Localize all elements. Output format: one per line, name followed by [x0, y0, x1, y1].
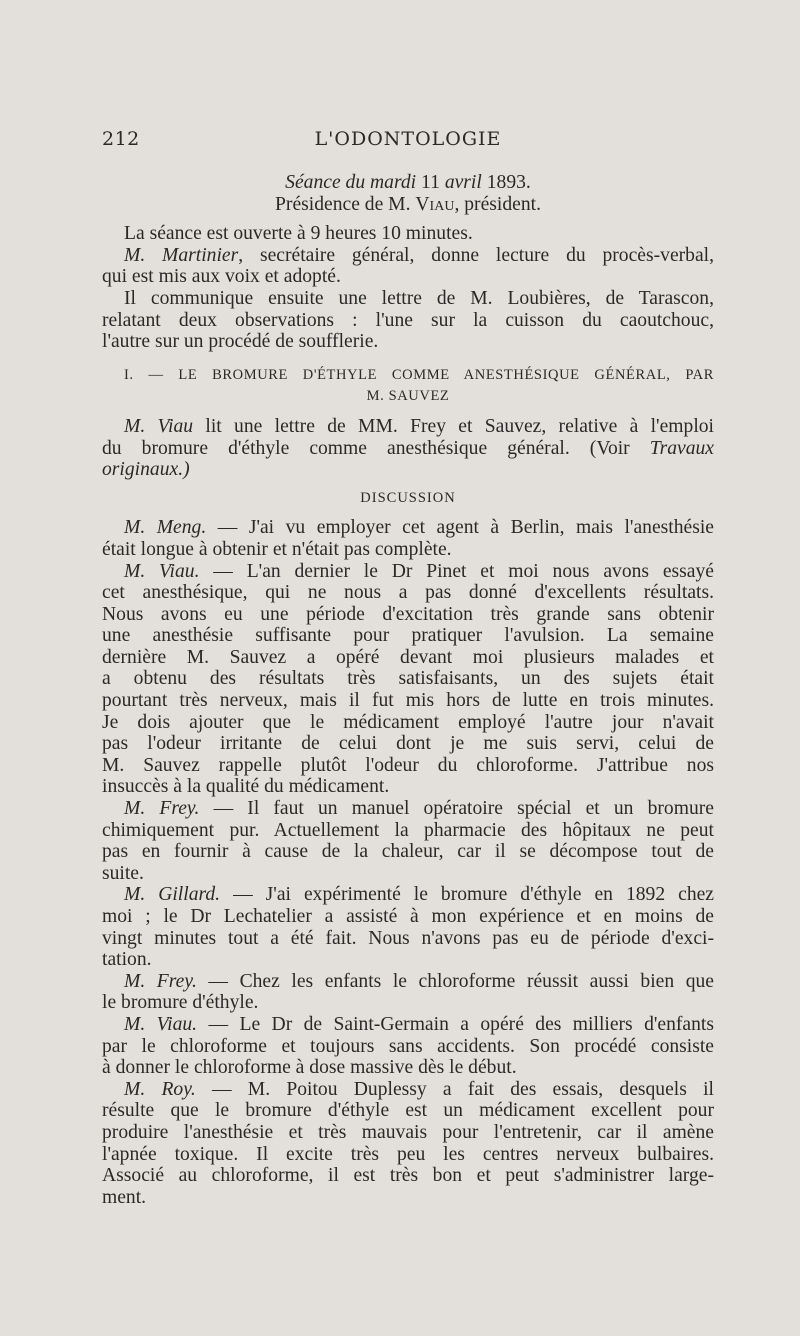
discussion-paragraph — [102, 1014, 714, 1079]
paragraph-line: tation. — [102, 949, 152, 971]
paragraph-first-line — [102, 517, 714, 539]
line-text: — M. Poitou Duplessy a fait des essais, desquels il — [195, 1078, 714, 1100]
speaker-name: M. Gillard. — [124, 884, 221, 906]
paragraph-line: vingt minutes tout a été fait. Nous n'avons pas eu de période d'exci- — [102, 927, 714, 949]
line-text: — Le Dr de Saint-Germain a opéré des milliers d'enfants — [197, 1013, 714, 1035]
paragraph-first-line — [102, 1014, 714, 1036]
paragraph-line: pourtant très nerveux, mais il fut mis hors de lutte en trois minutes. — [102, 690, 714, 712]
speaker-name: M. Meng. — [124, 517, 207, 539]
paragraph-first-line — [102, 561, 714, 583]
speaker-name: M. Frey. — [124, 970, 197, 992]
line-text: — J'ai vu employer cet agent à Berlin, mais l'anesthésie — [206, 517, 714, 539]
speaker-name: M. Roy. — [124, 1078, 196, 1100]
speaker-name: M. Viau. — [124, 560, 200, 582]
paragraph-line: l'apnée toxique. Il excite très peu les centres nerveux bulbaires. — [102, 1143, 714, 1165]
paragraph-line: chimiquement pur. Actuellement la pharmacie des hôpitaux ne peut — [102, 819, 714, 841]
line-text: — Chez les enfants le chloroforme réussit aussi bien que — [196, 970, 714, 992]
paragraph-line: ment. — [102, 1186, 147, 1208]
page-body — [102, 172, 714, 1208]
line-text: — L'an dernier le Dr Pinet et moi nous avons essayé — [199, 560, 714, 582]
paragraph-line: Nous avons eu une période d'excitation très grande sans obtenir — [102, 603, 714, 625]
session-date: Séance du mardi 11 avril 1893. — [285, 172, 531, 193]
paragraph-line: a obtenu des résultats très satisfaisants, un des sujets était — [102, 668, 714, 690]
section-heading: I. — LE BROMURE D'ÉTHYLE COMME ANESTHÉSIQUE GÉNÉRAL, PAR M. SAUVEZ — [124, 366, 714, 405]
discussion-title: DISCUSSION — [360, 489, 456, 506]
speaker-name: M. Viau. — [124, 1013, 198, 1035]
discussion-paragraph — [102, 517, 714, 560]
paragraph-line: à donner le chloroforme à dose massive dès le début. — [102, 1057, 517, 1079]
paragraph-line: insuccès à la qualité du médicament. — [102, 776, 390, 798]
paragraph-line: était longue à obtenir et n'était pas complète. — [102, 538, 452, 560]
session-presidence: Présidence de M. Viau, président. — [275, 193, 541, 215]
line-text: — Il faut un manuel opératoire spécial et un bromure — [199, 798, 714, 820]
paragraph-line: pas l'odeur irritante de celui dont je me suis servi, celui de — [102, 733, 714, 755]
discussion-paragraph — [102, 561, 714, 799]
paragraph-first-line — [102, 971, 714, 993]
paragraph-line: une anesthésie suffisante pour pratiquer l'avulsion. La semaine — [102, 625, 714, 647]
paragraph-line: suite. — [102, 862, 144, 884]
discussion-paragraph — [102, 798, 714, 884]
discussion-paragraph — [102, 971, 714, 1014]
paragraph-line: cet anesthésique, qui ne nous a pas donné d'excellents résultats. — [102, 582, 714, 604]
section-paragraph: M. Viau lit une lettre de MM. Frey et Sauvez, relative à l'emploi du bromure d'éthyle comme anesthésique général. (Voir Travaux originaux.) — [102, 415, 715, 481]
intro-paragraph: La séance est ouverte à 9 heures 10 minutes. M. Martinier, secrétaire général, donne lecture du procès-verbal, qui est mis aux voix et adopté. Il communique ensuite une lettre de M. Loubières, de Tarascon, relatant deux observations : l'une sur la cuisson du caoutchouc, l'autre sur un procédé de soufflerie. — [102, 223, 714, 353]
discussion-paragraph — [102, 884, 714, 970]
paragraph-first-line — [102, 798, 714, 820]
discussion — [102, 517, 714, 1208]
running-title: L'ODONTOLOGIE — [314, 128, 502, 150]
line-text: — J'ai expérimenté le bromure d'éthyle en 1892 chez — [220, 884, 715, 906]
paragraph-line: résulte que le bromure d'éthyle est un médicament excellent pour — [102, 1100, 714, 1122]
paragraph-first-line — [102, 884, 714, 906]
paragraph-line: M. Sauvez rappelle plutôt l'odeur du chloroforme. J'attribue nos — [102, 754, 714, 776]
paragraph-line: Je dois ajouter que le médicament employé l'autre jour n'avait — [102, 711, 714, 733]
paragraph-line: pas en fournir à cause de la chaleur, car il se décompose tout de — [102, 841, 714, 863]
paragraph-line: dernière M. Sauvez a opéré devant moi plusieurs malades et — [102, 646, 714, 668]
paragraph-first-line — [102, 1079, 714, 1101]
president-name: Viau — [415, 193, 455, 215]
paragraph-line: par le chloroforme et toujours sans accidents. Son procédé consiste — [102, 1035, 714, 1057]
page-number: 212 — [102, 128, 140, 150]
speaker-name: M. Frey. — [124, 798, 200, 820]
paragraph-line: produire l'anesthésie et très mauvais pour l'entretenir, car il amène — [102, 1121, 714, 1143]
paragraph-line: Associé au chloroforme, il est très bon et peut s'administrer large- — [102, 1165, 714, 1187]
paragraph-line: le bromure d'éthyle. — [102, 992, 259, 1014]
page-header — [102, 128, 714, 158]
paragraph-line: moi ; le Dr Lechatelier a assisté à mon expérience et en moins de — [102, 906, 714, 927]
discussion-paragraph — [102, 1079, 714, 1209]
